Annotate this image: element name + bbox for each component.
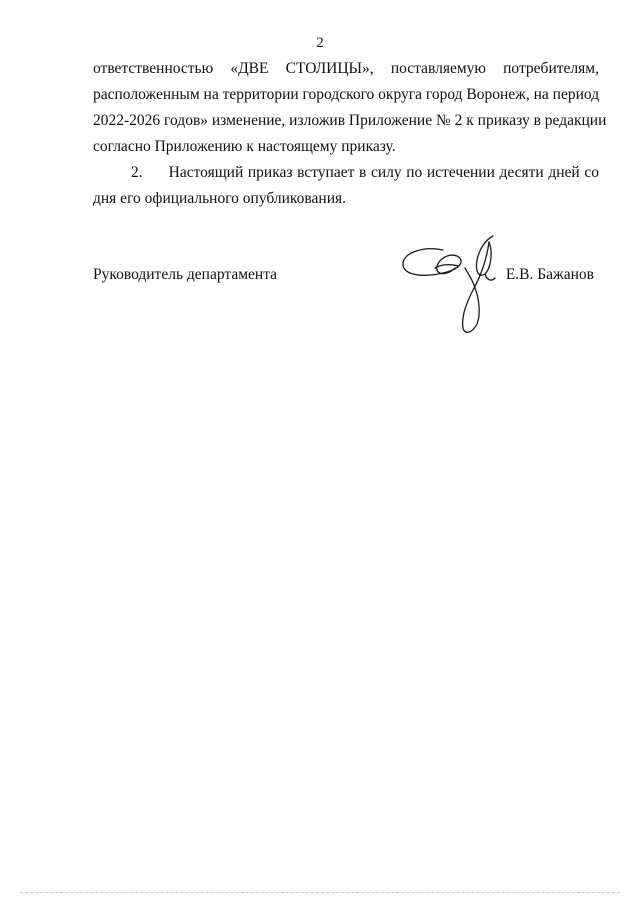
paragraph-2-line-1 [93, 160, 599, 186]
paragraph-2 [93, 160, 599, 212]
paragraph-1-line-4: согласно Приложению к настоящему приказу. [93, 138, 396, 155]
word: десяти [499, 164, 544, 181]
bottom-divider [20, 892, 620, 893]
word: силу [370, 164, 402, 181]
signature-block [93, 266, 599, 292]
word: Настоящий [168, 164, 244, 181]
word: СТОЛИЦЫ», [285, 60, 374, 77]
word: по [406, 164, 423, 181]
word: в [359, 164, 367, 181]
page-number: 2 [316, 35, 324, 51]
word: ответственностью [93, 60, 214, 77]
paragraph-1-line-2: расположенным на территории городского округа город Воронеж, на период [93, 86, 600, 103]
signer-title: Руководитель департамента [93, 266, 278, 283]
paragraph-2-lead [93, 160, 243, 186]
paragraph-1 [93, 56, 607, 160]
word: дней [548, 164, 580, 181]
paragraph-1-line-3: 2022-2026 годов» изменение, изложив Приложение № 2 к приказу в редакции [93, 112, 607, 129]
word: потребителям, [503, 60, 599, 77]
word: «ДВЕ [230, 60, 269, 77]
paragraph-number: 2. [131, 164, 143, 181]
word: поставляемую [390, 60, 486, 77]
paragraph-1-line-1 [93, 56, 599, 82]
word: истечении [426, 164, 495, 181]
handwritten-signature [395, 228, 515, 340]
word: приказ [247, 164, 293, 181]
word: вступает [297, 164, 355, 181]
signer-name: Е.В. Бажанов [505, 266, 594, 283]
word: со [584, 164, 599, 181]
paragraph-2-line-2: дня его официального опубликования. [93, 190, 347, 207]
